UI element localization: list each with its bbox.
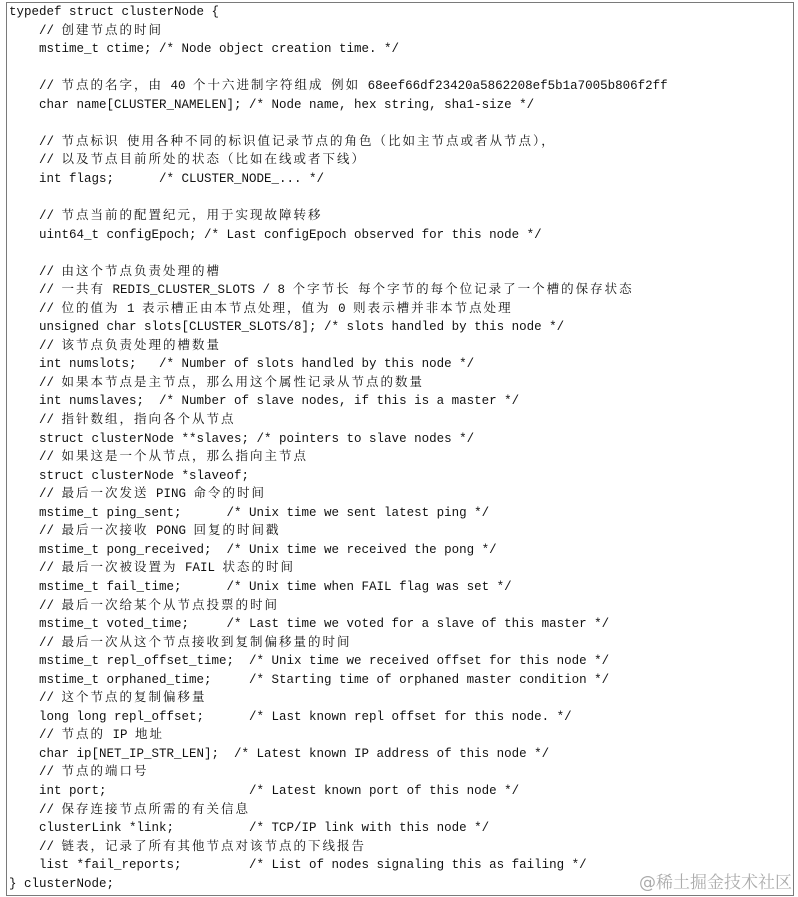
field-declaration-line: mstime_t fail_time; /* Unix time when FAIL flag was set */ xyxy=(9,579,512,594)
chinese-comment-text: 节点的 xyxy=(61,728,106,743)
comment-line: // 最后一次被设置为 FAIL 状态的时间 xyxy=(9,561,296,576)
chinese-comment-text: 个字节长 xyxy=(292,283,351,298)
chinese-comment-text: 最后一次从这个节点接收到复制偏移量的时间 xyxy=(61,635,352,650)
blank-line xyxy=(9,244,793,263)
comment-line: // 节点的名字，由 40 个十六进制字符组成 例如 68eef66df23420a5862208ef5b1a7005b806f2ff xyxy=(9,79,668,94)
field-declaration-line: unsigned char slots[CLUSTER_SLOTS/8]; /* slots handled by this node */ xyxy=(9,320,565,335)
field-declaration-line: char ip[NET_IP_STR_LEN]; /* Latest known IP address of this node */ xyxy=(9,746,550,761)
chinese-comment-text: 表示槽正由本节点处理，值为 xyxy=(142,301,331,316)
field-declaration-line: mstime_t orphaned_time; /* Starting time of orphaned master condition */ xyxy=(9,672,610,687)
struct-header-line: typedef struct clusterNode { xyxy=(9,5,220,19)
field-declaration-line: clusterLink *link; /* TCP/IP link with this node */ xyxy=(9,821,490,836)
chinese-comment-text: 最后一次发送 xyxy=(61,487,149,502)
code-listing xyxy=(7,3,793,893)
chinese-comment-text: 回复的时间戳 xyxy=(193,524,281,539)
chinese-comment-text: 节点的名字，由 xyxy=(61,79,164,94)
chinese-comment-text: 由这个节点负责处理的槽 xyxy=(61,264,222,279)
comment-line: // 最后一次给某个从节点投票的时间 xyxy=(9,598,280,613)
comment-line: // 节点的端口号 xyxy=(9,765,149,780)
comment-line: // 这个节点的复制偏移量 xyxy=(9,691,207,706)
blank-line xyxy=(9,188,793,207)
field-declaration-line: struct clusterNode *slaveof; xyxy=(9,468,250,483)
comment-line: // 最后一次接收 PONG 回复的时间戳 xyxy=(9,524,281,539)
field-declaration-line: mstime_t pong_received; /* Unix time we received the pong */ xyxy=(9,542,497,557)
chinese-comment-text: 使用各种不同的标识值记录节点的角色（比如主节点或者从节点）， xyxy=(127,134,556,149)
field-declaration-line: mstime_t repl_offset_time; /* Unix time we received offset for this node */ xyxy=(9,654,610,669)
field-declaration-line: int flags; /* CLUSTER_NODE_... */ xyxy=(9,171,325,186)
field-declaration-line: long long repl_offset; /* Last known repl offset for this node. */ xyxy=(9,709,572,724)
comment-line: // 由这个节点负责处理的槽 xyxy=(9,264,222,279)
comment-line: // 一共有 REDIS_CLUSTER_SLOTS / 8 个字节长 每个字节的每个位记录了一个槽的保存状态 xyxy=(9,283,634,298)
chinese-comment-text: 最后一次被设置为 xyxy=(61,561,178,576)
code-listing-frame xyxy=(6,2,794,896)
comment-line: // 保存连接节点所需的有关信息 xyxy=(9,802,251,817)
field-declaration-line: mstime_t voted_time; /* Last time we voted for a slave of this master */ xyxy=(9,617,610,632)
chinese-comment-text: 最后一次接收 xyxy=(61,524,149,539)
blank-line xyxy=(9,114,793,133)
chinese-comment-text: 节点的端口号 xyxy=(61,765,149,780)
comment-line: // 节点的 IP 地址 xyxy=(9,728,165,743)
blank-line xyxy=(9,59,793,78)
chinese-comment-text: 如果本节点是主节点，那么用这个属性记录从节点的数量 xyxy=(61,375,425,390)
chinese-comment-text: 以及节点目前所处的状态（比如在线或者下线） xyxy=(61,153,367,168)
chinese-comment-text: 保存连接节点所需的有关信息 xyxy=(61,802,251,817)
chinese-comment-text: 命令的时间 xyxy=(193,487,267,502)
chinese-comment-text: 则表示槽并非本节点处理 xyxy=(353,301,513,316)
field-declaration-line: uint64_t configEpoch; /* Last configEpoch observed for this node */ xyxy=(9,227,542,242)
watermark: @稀土掘金技术社区 xyxy=(639,873,792,893)
chinese-comment-text: 如果这是一个从节点，那么指向主节点 xyxy=(61,450,309,465)
comment-line: // 该节点负责处理的槽数量 xyxy=(9,338,222,353)
chinese-comment-text: 个十六进制字符组成 xyxy=(193,79,324,94)
comment-line: // 位的值为 1 表示槽正由本节点处理，值为 0 则表示槽并非本节点处理 xyxy=(9,301,513,316)
chinese-comment-text: 链表，记录了所有其他节点对该节点的下线报告 xyxy=(61,839,367,854)
chinese-comment-text: 每个字节的每个位记录了一个槽的保存状态 xyxy=(358,283,634,298)
chinese-comment-text: 指针数组，指向各个从节点 xyxy=(61,413,236,428)
chinese-comment-text: 位的值为 xyxy=(61,301,120,316)
field-declaration-line: char name[CLUSTER_NAMELEN]; /* Node name, hex string, sha1-size */ xyxy=(9,97,535,112)
field-declaration-line: struct clusterNode **slaves; /* pointers to slave nodes */ xyxy=(9,431,475,446)
field-declaration-line: mstime_t ping_sent; /* Unix time we sent latest ping */ xyxy=(9,505,490,520)
comment-line: // 指针数组，指向各个从节点 xyxy=(9,413,236,428)
chinese-comment-text: 最后一次给某个从节点投票的时间 xyxy=(61,598,280,613)
comment-line: // 最后一次发送 PING 命令的时间 xyxy=(9,487,267,502)
field-declaration-line: int numslaves; /* Number of slave nodes, if this is a master */ xyxy=(9,394,520,409)
field-declaration-line: list *fail_reports; /* List of nodes signaling this as failing */ xyxy=(9,858,587,873)
chinese-comment-text: 创建节点的时间 xyxy=(61,23,164,38)
comment-line: // 链表，记录了所有其他节点对该节点的下线报告 xyxy=(9,839,367,854)
field-declaration-line: int port; /* Latest known port of this node */ xyxy=(9,783,520,798)
comment-line: // 最后一次从这个节点接收到复制偏移量的时间 xyxy=(9,635,352,650)
chinese-comment-text: 这个节点的复制偏移量 xyxy=(61,691,207,706)
chinese-comment-text: 该节点负责处理的槽数量 xyxy=(61,338,222,353)
chinese-comment-text: 例如 xyxy=(331,79,361,94)
chinese-comment-text: 节点标识 xyxy=(61,134,120,149)
comment-line: // 节点标识 使用各种不同的标识值记录节点的角色（比如主节点或者从节点）， xyxy=(9,134,556,149)
chinese-comment-text: 节点当前的配置纪元，用于实现故障转移 xyxy=(61,209,323,224)
chinese-comment-text: 一共有 xyxy=(61,283,106,298)
comment-line: // 创建节点的时间 xyxy=(9,23,164,38)
comment-line: // 如果这是一个从节点，那么指向主节点 xyxy=(9,450,309,465)
comment-line: // 以及节点目前所处的状态（比如在线或者下线） xyxy=(9,153,367,168)
field-declaration-line: int numslots; /* Number of slots handled by this node */ xyxy=(9,357,475,372)
chinese-comment-text: 状态的时间 xyxy=(222,561,296,576)
struct-footer-line: } clusterNode; xyxy=(9,876,115,891)
comment-line: // 节点当前的配置纪元，用于实现故障转移 xyxy=(9,209,323,224)
field-declaration-line: mstime_t ctime; /* Node object creation time. */ xyxy=(9,42,400,57)
comment-line: // 如果本节点是主节点，那么用这个属性记录从节点的数量 xyxy=(9,375,425,390)
chinese-comment-text: 地址 xyxy=(135,728,165,743)
